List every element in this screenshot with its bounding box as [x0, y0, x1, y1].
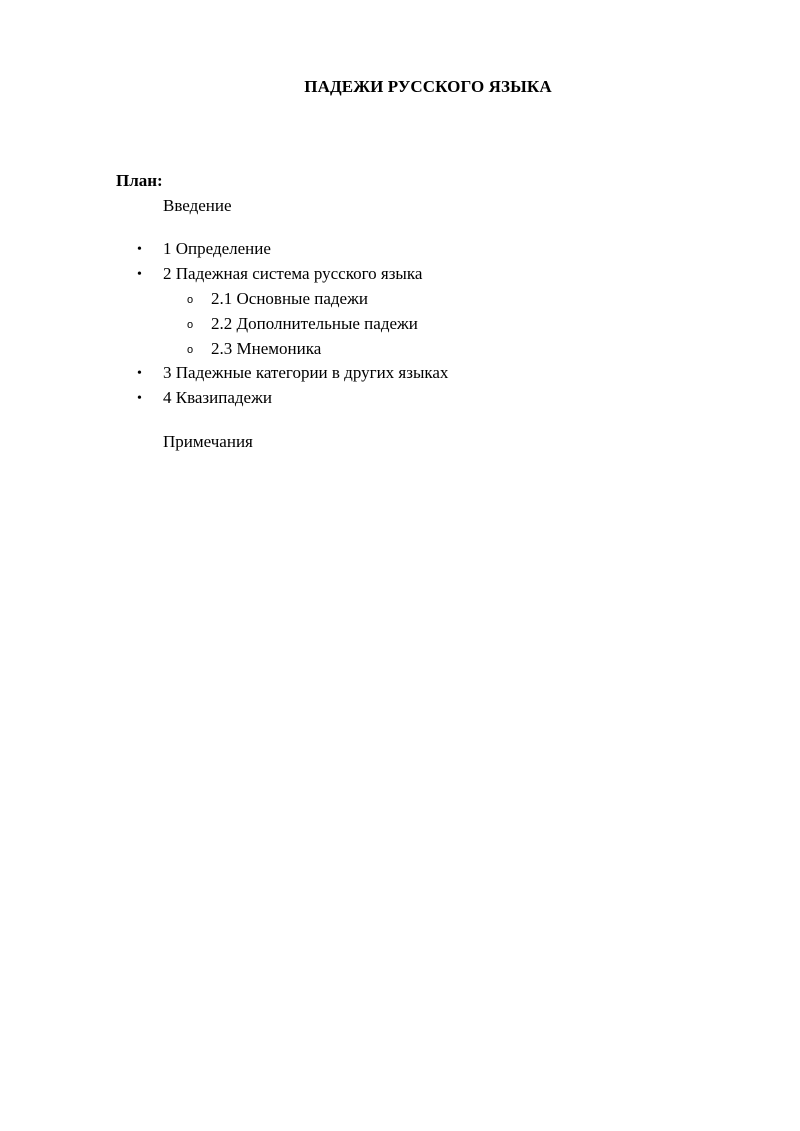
bullet-marker: •	[137, 242, 142, 257]
plan-heading: План:	[116, 171, 163, 190]
toc-notes: Примечания	[163, 432, 253, 451]
toc-item-definition: 1 Определение	[163, 239, 271, 258]
bullet-marker: •	[137, 391, 142, 406]
sub-bullet-marker: o	[187, 344, 194, 356]
sub-bullet-marker: o	[187, 319, 194, 331]
toc-item-quasi-cases: 4 Квазипадежи	[163, 388, 272, 407]
bullet-marker: •	[137, 267, 142, 282]
toc-item-main-cases: 2.1 Основные падежи	[211, 289, 368, 308]
toc-item-other-languages: 3 Падежные категории в других языках	[163, 363, 449, 382]
toc-item-mnemonics: 2.3 Мнемоника	[211, 339, 322, 358]
bullet-marker: •	[137, 366, 142, 381]
toc-item-additional-cases: 2.2 Дополнительные падежи	[211, 314, 418, 333]
document-title: ПАДЕЖИ РУССКОГО ЯЗЫКА	[304, 77, 552, 96]
toc-intro: Введение	[163, 196, 232, 215]
toc-item-case-system: 2 Падежная система русского языка	[163, 264, 423, 283]
sub-bullet-marker: o	[187, 294, 194, 306]
